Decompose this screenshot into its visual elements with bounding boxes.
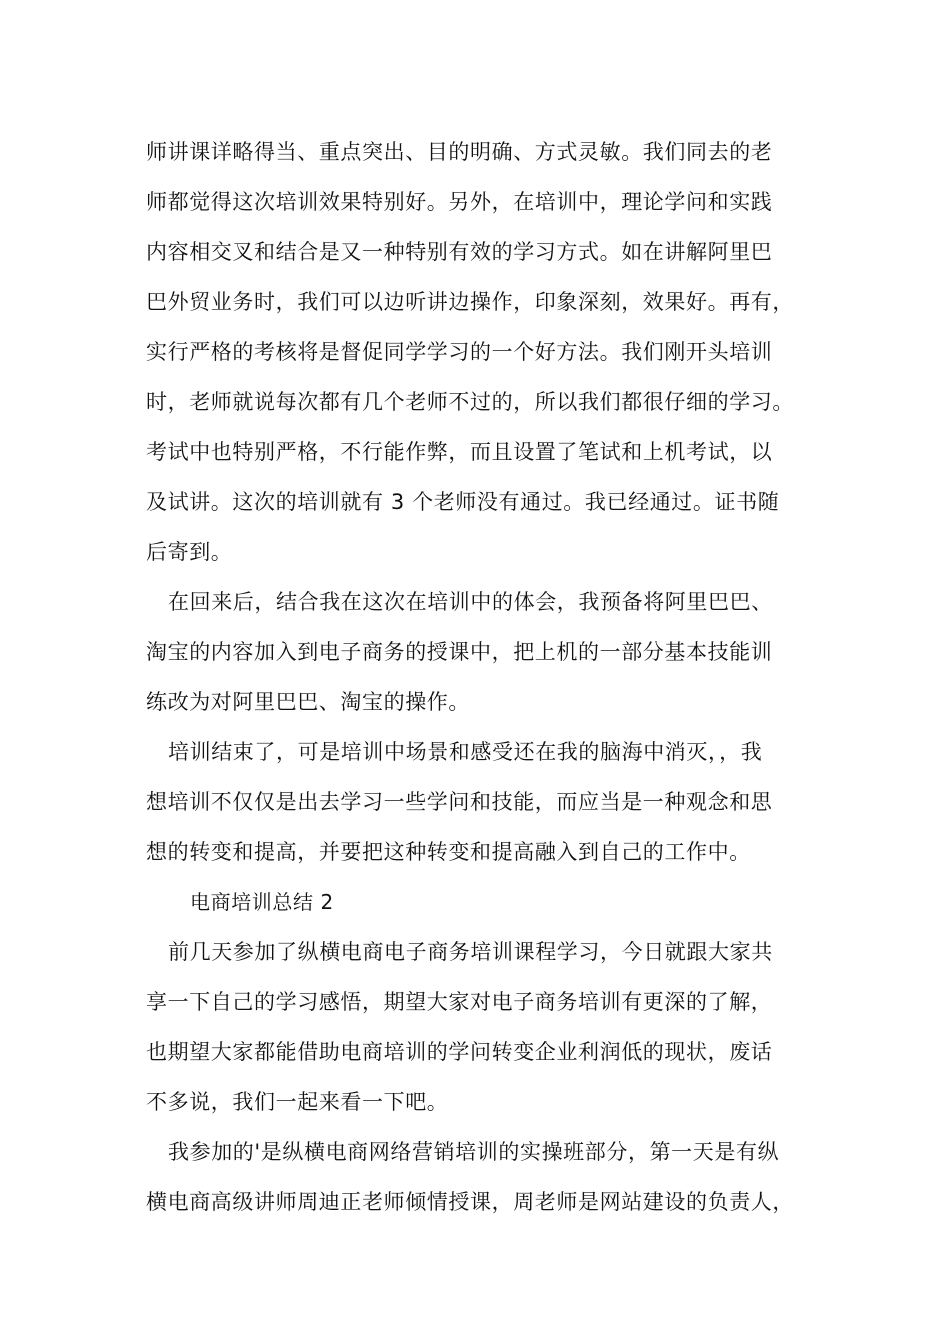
text-line-1: 师讲课详略得当、重点突出、目的明确、方式灵敏。我们同去的老: [146, 140, 773, 164]
text-line-15: 想的转变和提高，并要把这种转变和提高融入到自己的工作中。: [146, 840, 751, 864]
text-line-6: 时，老师就说每次都有几个老师不过的，所以我们都很仔细的学习。: [146, 390, 794, 414]
paragraph-start-line: 我参加的'是纵横电商网络营销培训的实操班部分，第一天是有纵: [168, 1140, 780, 1164]
text-line-3: 内容相交叉和结合是又一种特别有效的学习方式。如在讲解阿里巴: [146, 240, 773, 264]
section-heading: 电商培训总结 2: [190, 890, 334, 914]
text-line-18: 享一下自己的学习感悟，期望大家对电子商务培训有更深的了解，: [146, 990, 773, 1014]
text-line-8: 及试讲。这次的培训就有 3 个老师没有通过。我已经通过。证书随: [146, 490, 780, 514]
text-line-7: 考试中也特别严格，不行能作弊，而且设置了笔试和上机考试，以: [146, 440, 773, 464]
text-line-12: 练改为对阿里巴巴、淘宝的操作。: [146, 690, 470, 714]
text-line-22: 横电商高级讲师周迪正老师倾情授课，周老师是网站建设的负责人，: [146, 1190, 794, 1214]
text-line-14: 想培训不仅仅是出去学习一些学问和技能，而应当是一种观念和思: [146, 790, 773, 814]
paragraph-start-line: 培训结束了，可是培训中场景和感受还在我的脑海中消灭，，我: [168, 740, 763, 764]
text-line-9: 后寄到。: [146, 540, 233, 564]
text-line-19: 也期望大家都能借助电商培训的学问转变企业利润低的现状，废话: [146, 1040, 773, 1064]
text-line-4: 巴外贸业务时，我们可以边听讲边操作，印象深刻，效果好。再有，: [146, 290, 794, 314]
paragraph-start-line: 前几天参加了纵横电商电子商务培训课程学习，今日就跟大家共: [168, 940, 773, 964]
text-line-5: 实行严格的考核将是督促同学学习的一个好方法。我们刚开头培训: [146, 340, 773, 364]
text-line-20: 不多说，我们一起来看一下吧。: [146, 1090, 449, 1114]
text-line-11: 淘宝的内容加入到电子商务的授课中，把上机的一部分基本技能训: [146, 640, 773, 664]
text-line-2: 师都觉得这次培训效果特别好。另外，在培训中，理论学问和实践: [146, 190, 773, 214]
paragraph-start-line: 在回来后，结合我在这次在培训中的体会，我预备将阿里巴巴、: [168, 590, 773, 614]
